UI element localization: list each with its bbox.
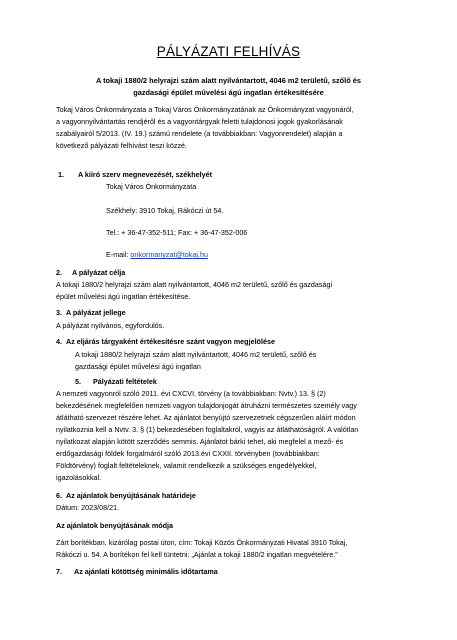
section-number: 2. — [56, 268, 62, 277]
section-number: 6. — [56, 491, 62, 500]
submission-method-heading: Az ajánlatok benyújtásának módja — [56, 521, 174, 530]
section-title: Az ajánlati kötöttség minimális időtartama — [74, 567, 218, 576]
section-5-text — [56, 388, 412, 484]
subtitle-line: gazdasági épület művelési ágú ingatlan értékesítésére — [133, 88, 324, 97]
text-line: bekezdésének megfelelően nemzeti vagyon tulajdonjogát átruházni természetes személy vagy — [56, 401, 357, 410]
section-title: A pályázat célja — [72, 268, 126, 277]
text-line: épület művelési ágú ingatlan értékesítése. — [56, 292, 191, 301]
section-5-heading — [75, 376, 157, 388]
text-line: átlátható szervezet részére lehet. Az ajánlatot benyújtó szervezetnek cégszerűen aláírt módon — [56, 413, 356, 422]
section-title: Az ajánlatok benyújtásának határideje — [66, 491, 196, 500]
email-link[interactable]: onkormanyzat@tokaj.hu — [130, 250, 208, 259]
text-line: gazdasági épület művelési ágú ingatlan — [75, 362, 201, 371]
section-6-heading — [56, 490, 196, 502]
issuer-seat: Székhely: 3910 Tokaj, Rákóczi út 54. — [106, 206, 224, 215]
section-2-text — [56, 279, 412, 303]
issuer-phone: Tel.: + 36-47-352-511; Fax: + 36-47-352-006 — [106, 228, 248, 237]
page-title: PÁLYÁZATI FELHÍVÁS — [156, 44, 301, 59]
intro-line: szabályairól 5/2013. (IV. 19.) számú rendelete (a továbbiakban: Vagyonrendelet) alapján a — [56, 129, 343, 138]
intro-line: következő pályázati felhívást teszi közzé. — [56, 141, 188, 150]
section-title: Az eljárás tárgyaként értékesítésre szánt vagyon megjelölése — [66, 337, 275, 346]
section-4-text — [75, 349, 412, 373]
text-line: A nemzeti vagyonról szóló 2011. évi CXCVI. törvény (a továbbiakban: Nvtv.) 13. § (2) — [56, 389, 326, 398]
text-line: Zárt borítékban, kizárólag postai úton, cím: Tokaji Közös Önkormányzati Hivatal 3910 Tokaj, — [56, 538, 348, 547]
text-line: nyilatkozat alapján kötött szerződés semmis. Ajánlatot bárki tehet, aki megfelel a mező- és — [56, 437, 344, 446]
intro-paragraph — [56, 104, 412, 152]
subtitle-line: A tokaji 1880/2 helyrajzi szám alatt nyilvántartott, 4046 m2 területű, szőlő és — [95, 76, 362, 85]
text-line: igazolásokkal. — [56, 473, 102, 482]
text-line: A tokaji 1880/2 helyrajzi szám alatt nyilvántartott, 4046 m2 területű, szőlő és — [75, 350, 317, 359]
intro-line: a vagyonnyilvántartás rendjéről és a vagyontárgyak feletti tulajdonosi jogok gyakorlásának — [56, 117, 343, 126]
text-line: Rákóczi u. 54. A borítékon fel kell tüntetni: „Ajánlat a tokaji 1880/2 ingatlan megvételére." — [56, 550, 338, 559]
section-title: A kiíró szerv megnevezését, székhelyét — [78, 170, 212, 179]
deadline-date: Dátum: 2023/08/21. — [56, 503, 120, 512]
email-label: E-mail: — [106, 250, 131, 259]
intro-line: Tokaj Város Önkormányzata a Tokaj Város Önkormányzatának az Önkormányzat vagyonáról, — [56, 105, 354, 114]
text-line: A tokaji 1880/2 helyrajzi szám alatt nyilvántartott, 4046 m2 területű, szőlő és gazdasági — [56, 280, 333, 289]
section-number: 7. — [56, 567, 62, 576]
section-number: 5. — [75, 377, 81, 386]
section-title: Pályázati feltételek — [93, 377, 157, 386]
section-number: 4. — [56, 337, 62, 346]
section-3-heading — [56, 307, 126, 319]
issuer-name: Tokaj Város Önkormányzata — [106, 182, 197, 191]
section-number: 1. — [58, 170, 64, 179]
issuer-email — [106, 249, 208, 261]
section-number: 3. — [56, 308, 62, 317]
section-3-text: A pályázat nyilvános, egyfordulós. — [56, 321, 165, 330]
section-7-heading — [56, 566, 218, 578]
text-line: Földtörvény) foglalt feltételeknek, valamit rendelkezik a szükséges engedélyekkel, — [56, 461, 317, 470]
section-1-heading — [58, 169, 212, 181]
section-title: A pályázat jellege — [66, 308, 126, 317]
section-2-heading — [56, 267, 125, 279]
text-line: nyilatkoznia kell a Nvtv. 3. § (1) bekezdésében foglaltakról, vagyis az átláthatóságról. A valótlan — [56, 425, 359, 434]
text-line: erdőgazdasági földek forgalmáról szóló 2013.évi CXXII. törvényben (továbbiakban: — [56, 449, 320, 458]
section-4-heading — [56, 336, 275, 348]
submission-method-text — [56, 537, 412, 561]
document-subtitle — [56, 75, 401, 99]
